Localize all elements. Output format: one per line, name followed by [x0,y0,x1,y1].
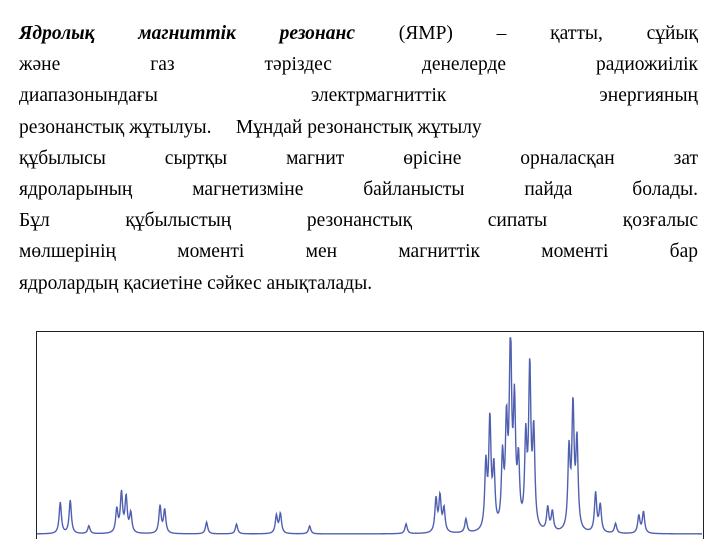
nmr-term: Ядролық магниттік резонанс [19,23,355,44]
nmr-spectrum-figure [36,331,704,539]
text-line-5: құбылысы сыртқы магнит өрісіне орналасқан зат [19,147,698,169]
text-line-1 [19,18,698,49]
nmr-definition-paragraph [19,18,698,299]
nmr-spectrum-plot [37,332,702,540]
text-line-8: мөлшерінің моменті мен магниттік моменті бар [19,241,698,263]
spectrum-trace [37,338,702,534]
text-line-3: диапазонындағы электрмагниттік энергияның [19,85,698,107]
text-line-4: резонанстық жұтылуы. Мұндай резонанстық жұтылу [19,116,482,138]
text-line-9: ядролардың қасиетіне сәйкес анықталады. [19,272,373,294]
text-line-1-rest: (ЯМР) – қатты, сұйық [354,23,698,44]
text-line-2: және газ тәріздес денелерде радиожиілік [19,54,698,76]
text-line-6: ядроларының магнетизміне байланысты пайда болады. [19,178,698,200]
text-line-7: Бұл құбылыстың резонанстық сипаты қозғалыс [19,210,698,232]
